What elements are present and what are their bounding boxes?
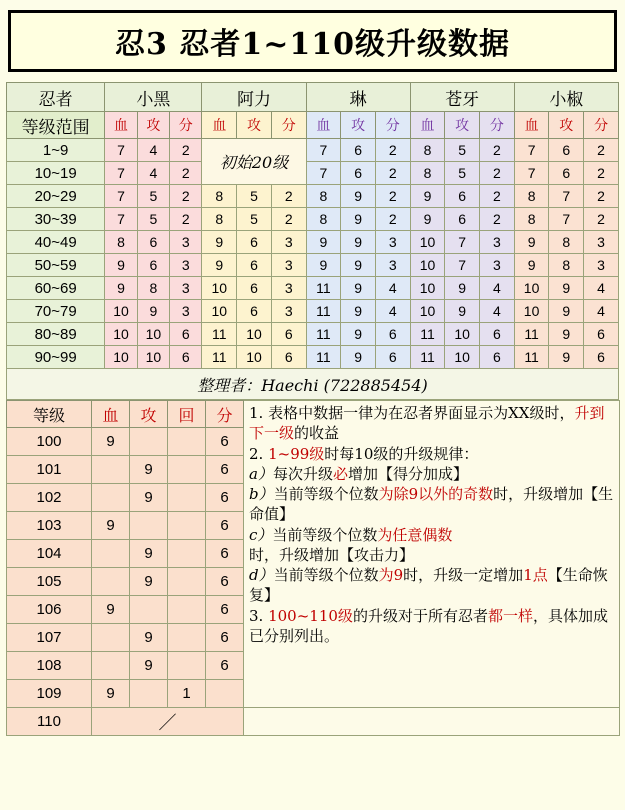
cell-lin-pt: 2 [375,162,410,185]
bt-atk: 9 [130,568,168,596]
cell-xiaojiao-atk: 7 [549,208,584,231]
bt-hp [92,568,130,596]
range-cell: 50~59 [7,254,105,277]
bt-regen [168,568,206,596]
subheader-cangya-hp: 血 [410,112,445,139]
credit-text: 整理者：Haechi (722885454) [7,369,619,400]
bt-pt: 6 [206,456,244,484]
range-cell: 40~49 [7,231,105,254]
header-range-label: 等级范围 [7,112,105,139]
bt-level: 107 [7,624,92,652]
bt-pt: 6 [206,596,244,624]
table-row [7,139,619,162]
range-cell: 60~69 [7,277,105,300]
cell-xiaohei-atk: 5 [137,185,169,208]
cell-cangya-atk: 10 [445,346,480,369]
bt-hp [92,484,130,512]
title-box [8,10,617,72]
cell-cangya-pt: 2 [480,208,515,231]
bt-level: 104 [7,540,92,568]
cell-cangya-pt: 4 [480,277,515,300]
cell-ali-hp: 9 [202,254,237,277]
cell-xiaojiao-pt: 3 [584,231,619,254]
cell-xiaojiao-atk: 6 [549,162,584,185]
subheader-lin-pt: 分 [375,112,410,139]
cell-xiaojiao-hp: 10 [514,277,549,300]
notes-panel [244,401,620,708]
cell-lin-pt: 2 [375,139,410,162]
cell-xiaohei-pt: 3 [170,300,202,323]
cell-xiaohei-pt: 6 [170,346,202,369]
cell-lin-hp: 11 [306,346,341,369]
cell-cangya-pt: 3 [480,254,515,277]
cell-lin-pt: 6 [375,346,410,369]
cell-xiaojiao-pt: 4 [584,300,619,323]
cell-ali-hp: 11 [202,323,237,346]
table-row [7,323,619,346]
bt-hp: 9 [92,428,130,456]
cell-cangya-hp: 10 [410,300,445,323]
cell-xiaohei-hp: 7 [105,208,137,231]
bt-hp: 9 [92,512,130,540]
cell-ali-pt: 3 [271,231,306,254]
cell-lin-atk: 9 [341,300,376,323]
cell-ali-pt: 2 [271,185,306,208]
cell-lin-pt: 3 [375,254,410,277]
bottom-row-110 [7,708,620,736]
cell-xiaohei-hp: 10 [105,323,137,346]
bt-pt: 6 [206,428,244,456]
cell-cangya-hp: 8 [410,162,445,185]
cell-xiaojiao-pt: 2 [584,139,619,162]
range-cell: 70~79 [7,300,105,323]
cell-cangya-hp: 10 [410,254,445,277]
cell-xiaohei-hp: 7 [105,139,137,162]
table-row [7,185,619,208]
cell-xiaohei-atk: 6 [137,231,169,254]
subheader-xiaohei-atk: 攻 [137,112,169,139]
cell-xiaojiao-pt: 6 [584,346,619,369]
cell-xiaojiao-atk: 8 [549,254,584,277]
cell-xiaojiao-atk: 8 [549,231,584,254]
subheader-xiaojiao-hp: 血 [514,112,549,139]
cell-xiaohei-hp: 10 [105,300,137,323]
subheader-lin-hp: 血 [306,112,341,139]
note-line-4: b）当前等级个位数为除9以外的奇数时，升级增加【生命值】 [249,485,614,524]
cell-xiaojiao-hp: 8 [514,185,549,208]
cell-xiaojiao-atk: 7 [549,185,584,208]
cell-xiaohei-atk: 9 [137,300,169,323]
bt-regen [168,624,206,652]
table-row [7,254,619,277]
header-char-ali: 阿力 [202,83,306,112]
range-cell: 80~89 [7,323,105,346]
cell-lin-pt: 4 [375,300,410,323]
bt-hp: 9 [92,680,130,708]
bt-pt: 6 [206,512,244,540]
cell-ali-pt: 3 [271,277,306,300]
bt-regen: 1 [168,680,206,708]
bt-header-atk: 攻 [130,401,168,428]
cell-xiaohei-atk: 4 [137,139,169,162]
bt-header-pt: 分 [206,401,244,428]
cell-xiaohei-pt: 2 [170,162,202,185]
bt-level: 106 [7,596,92,624]
bt-level: 103 [7,512,92,540]
subheader-lin-atk: 攻 [341,112,376,139]
subheader-cangya-pt: 分 [480,112,515,139]
cell-xiaohei-hp: 8 [105,231,137,254]
cell-ali-pt: 3 [271,254,306,277]
main-data-table [6,82,619,400]
table-row [7,300,619,323]
bt-regen [168,512,206,540]
note-line-2: 2. 1~99级时每10级的升级规律： [249,444,479,463]
cell-xiaojiao-atk: 6 [549,139,584,162]
cell-ali-init-note: 初始20级 [202,139,306,185]
note-line-7: 3. 100~110级的升级对于所有忍者都一样，具体加成已分别列出。 [249,606,608,645]
table-row [7,231,619,254]
bt-atk [130,512,168,540]
cell-xiaohei-atk: 10 [137,323,169,346]
bt-pt [206,680,244,708]
bt-regen [168,652,206,680]
cell-cangya-pt: 2 [480,139,515,162]
bt-level: 101 [7,456,92,484]
cell-lin-pt: 3 [375,231,410,254]
cell-lin-hp: 11 [306,300,341,323]
subheader-xiaohei-hp: 血 [105,112,137,139]
cell-lin-hp: 7 [306,139,341,162]
cell-ali-pt: 3 [271,300,306,323]
bt-hp [92,540,130,568]
cell-lin-hp: 11 [306,323,341,346]
cell-xiaohei-pt: 2 [170,139,202,162]
cell-cangya-pt: 6 [480,323,515,346]
bt-atk: 9 [130,484,168,512]
bt-level: 110 [7,708,92,736]
table-row [7,346,619,369]
cell-xiaojiao-atk: 9 [549,346,584,369]
cell-xiaohei-pt: 2 [170,208,202,231]
bt-level: 105 [7,568,92,596]
range-cell: 30~39 [7,208,105,231]
subheader-cangya-atk: 攻 [445,112,480,139]
cell-cangya-atk: 6 [445,185,480,208]
cell-xiaojiao-atk: 9 [549,277,584,300]
cell-xiaohei-pt: 6 [170,323,202,346]
cell-xiaohei-atk: 10 [137,346,169,369]
page-title: 忍3 忍者1~110级升级数据 [115,27,510,62]
cell-lin-atk: 9 [341,254,376,277]
cell-xiaojiao-hp: 11 [514,323,549,346]
bt-header-hp: 血 [92,401,130,428]
cell-lin-atk: 9 [341,346,376,369]
bt-atk [130,680,168,708]
cell-xiaohei-hp: 9 [105,277,137,300]
range-cell: 90~99 [7,346,105,369]
cell-ali-pt: 6 [271,346,306,369]
cell-cangya-atk: 7 [445,254,480,277]
bt-pt: 6 [206,540,244,568]
bt-regen [168,456,206,484]
bt-atk: 9 [130,624,168,652]
cell-lin-pt: 4 [375,277,410,300]
cell-cangya-atk: 5 [445,139,480,162]
bt-header-level: 等级 [7,401,92,428]
table-row [7,162,619,185]
cell-xiaojiao-pt: 3 [584,254,619,277]
cell-lin-hp: 7 [306,162,341,185]
cell-xiaojiao-hp: 10 [514,300,549,323]
cell-xiaohei-pt: 3 [170,231,202,254]
cell-xiaojiao-hp: 9 [514,254,549,277]
header-char-cangya: 苍牙 [410,83,514,112]
cell-xiaojiao-atk: 9 [549,300,584,323]
cell-lin-atk: 9 [341,208,376,231]
bt-regen [168,596,206,624]
header-char-xiaohei: 小黑 [105,83,202,112]
cell-cangya-pt: 2 [480,162,515,185]
cell-ali-atk: 10 [237,323,272,346]
cell-ali-hp: 8 [202,208,237,231]
cell-lin-atk: 9 [341,185,376,208]
table-row [7,208,619,231]
cell-xiaohei-hp: 9 [105,254,137,277]
cell-cangya-atk: 10 [445,323,480,346]
cell-ali-atk: 5 [237,208,272,231]
cell-cangya-atk: 9 [445,277,480,300]
cell-xiaohei-pt: 2 [170,185,202,208]
bt-hp [92,652,130,680]
cell-xiaojiao-pt: 4 [584,277,619,300]
cell-cangya-pt: 6 [480,346,515,369]
cell-lin-atk: 6 [341,162,376,185]
bt-header-regen: 回 [168,401,206,428]
cell-xiaohei-atk: 6 [137,254,169,277]
cell-xiaojiao-pt: 6 [584,323,619,346]
cell-ali-hp: 10 [202,300,237,323]
cell-xiaojiao-pt: 2 [584,185,619,208]
cell-lin-atk: 6 [341,139,376,162]
cell-lin-atk: 9 [341,277,376,300]
cell-ali-atk: 6 [237,254,272,277]
cell-cangya-hp: 9 [410,185,445,208]
cell-lin-hp: 8 [306,208,341,231]
cell-ali-atk: 10 [237,346,272,369]
cell-xiaojiao-atk: 9 [549,323,584,346]
subheader-xiaohei-pt: 分 [170,112,202,139]
cell-xiaohei-hp: 7 [105,162,137,185]
cell-lin-atk: 9 [341,231,376,254]
bt-regen [168,484,206,512]
header-ninja-label: 忍者 [7,83,105,112]
note-line-6: d）当前等级个位数为9时，升级一定增加1点【生命恢复】 [249,566,608,605]
cell-cangya-atk: 9 [445,300,480,323]
cell-ali-atk: 5 [237,185,272,208]
bt-hp [92,624,130,652]
cell-xiaojiao-hp: 11 [514,346,549,369]
cell-ali-pt: 2 [271,208,306,231]
bottom-level-table [6,400,620,736]
cell-cangya-hp: 10 [410,277,445,300]
cell-lin-pt: 2 [375,185,410,208]
cell-lin-atk: 9 [341,323,376,346]
subheader-ali-pt: 分 [271,112,306,139]
bt-level: 108 [7,652,92,680]
bt-atk: 9 [130,456,168,484]
note-line-3: a）每次升级必增加【得分加成】 [249,464,468,483]
cell-cangya-hp: 10 [410,231,445,254]
subheader-ali-hp: 血 [202,112,237,139]
cell-xiaojiao-hp: 7 [514,162,549,185]
cell-xiaojiao-pt: 2 [584,162,619,185]
bt-atk [130,428,168,456]
bt-level: 100 [7,428,92,456]
bt-regen [168,428,206,456]
bt-pt: 6 [206,652,244,680]
notes-filler [244,708,620,736]
cell-xiaohei-pt: 3 [170,277,202,300]
cell-cangya-hp: 11 [410,323,445,346]
bt-hp: 9 [92,596,130,624]
cell-cangya-pt: 2 [480,185,515,208]
bottom-header-row [7,401,620,428]
cell-xiaojiao-hp: 8 [514,208,549,231]
cell-xiaojiao-hp: 7 [514,139,549,162]
bt-level: 109 [7,680,92,708]
cell-lin-pt: 6 [375,323,410,346]
cell-xiaojiao-pt: 2 [584,208,619,231]
note-line-5: c）当前等级个位数为任意偶数时，升级增加【攻击力】 [249,525,453,564]
cell-lin-hp: 9 [306,231,341,254]
table-header-names-row [7,83,619,112]
bt-slash: ／ [92,708,244,736]
range-cell: 20~29 [7,185,105,208]
cell-lin-hp: 11 [306,277,341,300]
bt-pt: 6 [206,484,244,512]
cell-xiaohei-hp: 7 [105,185,137,208]
cell-lin-pt: 2 [375,208,410,231]
cell-cangya-atk: 5 [445,162,480,185]
cell-cangya-hp: 8 [410,139,445,162]
bt-pt: 6 [206,624,244,652]
bt-atk: 9 [130,652,168,680]
table-header-stats-row [7,112,619,139]
bt-atk [130,596,168,624]
cell-ali-hp: 9 [202,231,237,254]
cell-cangya-atk: 6 [445,208,480,231]
bt-atk: 9 [130,540,168,568]
cell-cangya-pt: 3 [480,231,515,254]
cell-lin-hp: 8 [306,185,341,208]
cell-ali-hp: 8 [202,185,237,208]
cell-cangya-atk: 7 [445,231,480,254]
cell-xiaohei-atk: 5 [137,208,169,231]
range-cell: 1~9 [7,139,105,162]
subheader-ali-atk: 攻 [237,112,272,139]
bt-regen [168,540,206,568]
cell-cangya-hp: 11 [410,346,445,369]
cell-ali-pt: 6 [271,323,306,346]
cell-xiaohei-hp: 10 [105,346,137,369]
header-char-xiaojiao: 小椒 [514,83,618,112]
cell-cangya-hp: 9 [410,208,445,231]
table-row [7,277,619,300]
cell-ali-hp: 11 [202,346,237,369]
cell-xiaohei-atk: 8 [137,277,169,300]
cell-cangya-pt: 4 [480,300,515,323]
bt-level: 102 [7,484,92,512]
cell-ali-atk: 6 [237,277,272,300]
bt-hp [92,456,130,484]
cell-ali-atk: 6 [237,231,272,254]
cell-ali-hp: 10 [202,277,237,300]
cell-xiaohei-pt: 3 [170,254,202,277]
note-line-1: 1. 表格中数据一律为在忍者界面显示为XX级时，升到下一级的收益 [249,404,605,443]
range-cell: 10~19 [7,162,105,185]
cell-xiaojiao-hp: 9 [514,231,549,254]
subheader-xiaojiao-atk: 攻 [549,112,584,139]
cell-lin-hp: 9 [306,254,341,277]
subheader-xiaojiao-pt: 分 [584,112,619,139]
header-char-lin: 琳 [306,83,410,112]
credit-row [7,369,619,400]
bt-pt: 6 [206,568,244,596]
cell-ali-atk: 6 [237,300,272,323]
cell-xiaohei-atk: 4 [137,162,169,185]
